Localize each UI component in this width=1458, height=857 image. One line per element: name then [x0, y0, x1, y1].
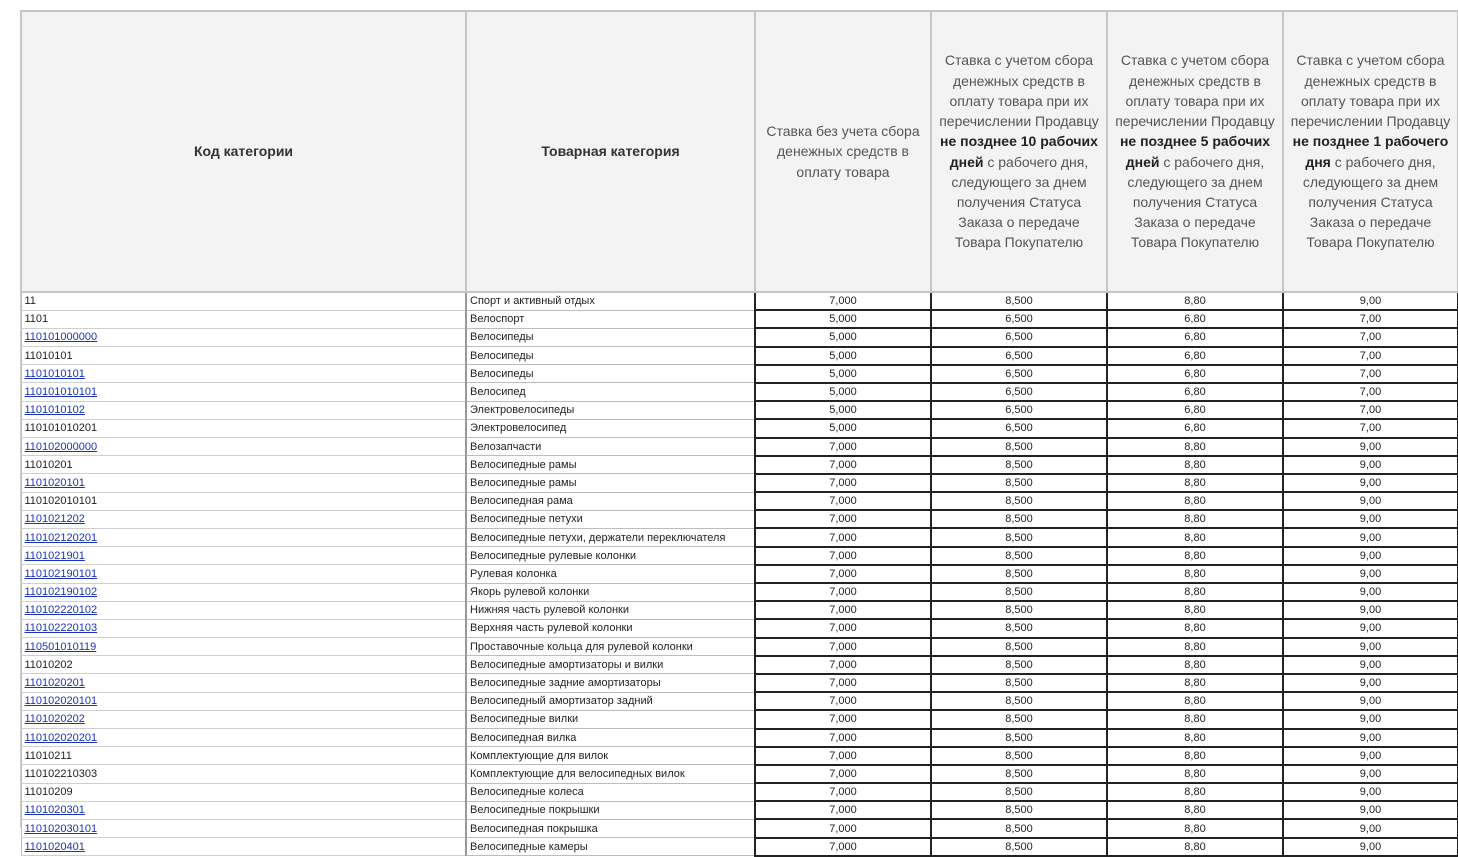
cell-rate-10[interactable]: 8,500: [931, 801, 1107, 819]
cell-rate-10[interactable]: 8,500: [931, 565, 1107, 583]
cell-code[interactable]: [21, 401, 466, 419]
table-row: [21, 492, 1458, 510]
cell-rate-10[interactable]: 8,500: [931, 710, 1107, 728]
table-row: [21, 328, 1458, 346]
cell-rate-base[interactable]: 7,000: [755, 656, 931, 674]
cell-rate-5[interactable]: 8,80: [1107, 638, 1283, 656]
cell-category[interactable]: Велосипедные рамы: [466, 456, 755, 474]
cell-rate-base[interactable]: 7,000: [755, 783, 931, 801]
cell-rate-10[interactable]: 8,500: [931, 292, 1107, 310]
cell-rate-1[interactable]: 9,00: [1283, 583, 1458, 601]
cell-rate-5[interactable]: 6,80: [1107, 328, 1283, 346]
cell-category[interactable]: Велосипедные петухи: [466, 510, 755, 528]
cell-category[interactable]: Верхняя часть рулевой колонки: [466, 619, 755, 637]
cell-rate-10[interactable]: 6,500: [931, 365, 1107, 383]
cell-rate-1[interactable]: 7,00: [1283, 383, 1458, 401]
cell-rate-10[interactable]: 8,500: [931, 819, 1107, 837]
category-code-link[interactable]: 1101020301: [24, 804, 85, 817]
cell-rate-1[interactable]: 9,00: [1283, 765, 1458, 783]
cell-rate-1[interactable]: 9,00: [1283, 710, 1458, 728]
table-row: [21, 601, 1458, 619]
cell-rate-1[interactable]: 7,00: [1283, 365, 1458, 383]
cell-rate-base[interactable]: 5,000: [755, 419, 931, 437]
table-row: [21, 565, 1458, 583]
table-row: [21, 765, 1458, 783]
header-rate-5-pre: Ставка с учетом сбора денежных средств в оплату товара при их перечислении Продавцу: [1115, 52, 1275, 130]
cell-code[interactable]: [21, 583, 466, 601]
cell-rate-1[interactable]: 9,00: [1283, 601, 1458, 619]
cell-code[interactable]: [21, 365, 466, 383]
cell-code[interactable]: [21, 819, 466, 837]
cell-rate-base[interactable]: 5,000: [755, 347, 931, 365]
cell-rate-10[interactable]: 8,500: [931, 765, 1107, 783]
cell-rate-5[interactable]: 8,80: [1107, 765, 1283, 783]
cell-rate-base[interactable]: 7,000: [755, 801, 931, 819]
cell-category[interactable]: Велосипедная вилка: [466, 729, 755, 747]
cell-rate-10[interactable]: 6,500: [931, 401, 1107, 419]
table-row: [21, 474, 1458, 492]
cell-rate-10[interactable]: 8,500: [931, 510, 1107, 528]
cell-category[interactable]: Велосипедные рулевые колонки: [466, 547, 755, 565]
cell-rate-base[interactable]: 7,000: [755, 710, 931, 728]
cell-rate-1[interactable]: 7,00: [1283, 401, 1458, 419]
cell-rate-base[interactable]: 7,000: [755, 510, 931, 528]
commission-table: [20, 10, 1458, 857]
cell-rate-10[interactable]: 8,500: [931, 601, 1107, 619]
table-row: [21, 292, 1458, 310]
cell-rate-10[interactable]: 8,500: [931, 547, 1107, 565]
table-row: [21, 619, 1458, 637]
category-code-link[interactable]: 1101020201: [24, 677, 85, 690]
cell-category[interactable]: Спорт и активный отдых: [466, 292, 755, 310]
cell-code[interactable]: 110102010101: [21, 492, 466, 510]
cell-rate-5[interactable]: 8,80: [1107, 729, 1283, 747]
category-code-link[interactable]: 1101010102: [24, 404, 85, 417]
cell-rate-base[interactable]: 7,000: [755, 819, 931, 837]
cell-rate-1[interactable]: 9,00: [1283, 747, 1458, 765]
cell-rate-1[interactable]: 9,00: [1283, 438, 1458, 456]
cell-rate-base[interactable]: 7,000: [755, 438, 931, 456]
cell-rate-1[interactable]: 9,00: [1283, 692, 1458, 710]
table-row: [21, 819, 1458, 837]
cell-rate-10[interactable]: 6,500: [931, 383, 1107, 401]
header-category[interactable]: Товарная категория: [466, 11, 755, 292]
cell-rate-1[interactable]: 9,00: [1283, 838, 1458, 856]
table-row: [21, 401, 1458, 419]
cell-rate-1[interactable]: 9,00: [1283, 674, 1458, 692]
cell-rate-base[interactable]: 5,000: [755, 328, 931, 346]
header-rate-5-days[interactable]: [1107, 11, 1283, 292]
cell-rate-5[interactable]: 6,80: [1107, 347, 1283, 365]
cell-rate-5[interactable]: 8,80: [1107, 710, 1283, 728]
header-rate-10-post: с рабочего дня, следующего за днем получения Статуса Заказа о передаче Товара Покупателю: [951, 153, 1089, 251]
cell-rate-5[interactable]: 8,80: [1107, 601, 1283, 619]
cell-rate-1[interactable]: 9,00: [1283, 819, 1458, 837]
table-row: [21, 692, 1458, 710]
cell-code[interactable]: 1101: [21, 310, 466, 328]
cell-category[interactable]: Велосипеды: [466, 347, 755, 365]
cell-rate-1[interactable]: 7,00: [1283, 419, 1458, 437]
cell-rate-base[interactable]: 5,000: [755, 383, 931, 401]
header-rate-10-days[interactable]: [931, 11, 1107, 292]
category-code-link[interactable]: 110102190101: [24, 567, 98, 580]
cell-code[interactable]: [21, 729, 466, 747]
cell-rate-base[interactable]: 7,000: [755, 528, 931, 546]
cell-category[interactable]: Велосипеды: [466, 365, 755, 383]
table-row: [21, 438, 1458, 456]
table-row: [21, 710, 1458, 728]
header-rate-1-bold: не позднее 1 рабочего дня: [1292, 133, 1449, 170]
table-row: [21, 547, 1458, 565]
cell-rate-5[interactable]: 8,80: [1107, 547, 1283, 565]
cell-rate-5[interactable]: 8,80: [1107, 747, 1283, 765]
cell-rate-1[interactable]: 9,00: [1283, 565, 1458, 583]
cell-rate-10[interactable]: 8,500: [931, 674, 1107, 692]
cell-category[interactable]: Якорь рулевой колонки: [466, 583, 755, 601]
cell-rate-10[interactable]: 8,500: [931, 583, 1107, 601]
cell-rate-base[interactable]: 5,000: [755, 365, 931, 383]
cell-rate-5[interactable]: 8,80: [1107, 492, 1283, 510]
table-row: [21, 583, 1458, 601]
cell-code[interactable]: 11010201: [21, 456, 466, 474]
category-code-link[interactable]: 110101000000: [24, 331, 98, 344]
cell-rate-5[interactable]: 8,80: [1107, 565, 1283, 583]
cell-code[interactable]: [21, 438, 466, 456]
category-code-link[interactable]: 110102220102: [24, 604, 98, 617]
category-code-link[interactable]: 110102000000: [24, 440, 98, 453]
category-code-link[interactable]: 110102020101: [24, 695, 98, 708]
cell-category[interactable]: Велосипедные амортизаторы и вилки: [466, 656, 755, 674]
cell-rate-5[interactable]: 8,80: [1107, 474, 1283, 492]
cell-rate-5[interactable]: 6,80: [1107, 419, 1283, 437]
cell-rate-1[interactable]: 9,00: [1283, 474, 1458, 492]
cell-code[interactable]: [21, 474, 466, 492]
table-row: [21, 347, 1458, 365]
cell-rate-1[interactable]: 9,00: [1283, 292, 1458, 310]
cell-category[interactable]: Велосипедная рама: [466, 492, 755, 510]
cell-category[interactable]: Рулевая колонка: [466, 565, 755, 583]
table-row: [21, 729, 1458, 747]
cell-rate-base[interactable]: 5,000: [755, 310, 931, 328]
cell-code[interactable]: [21, 601, 466, 619]
cell-code[interactable]: [21, 801, 466, 819]
cell-code[interactable]: [21, 328, 466, 346]
cell-rate-5[interactable]: 6,80: [1107, 310, 1283, 328]
cell-rate-10[interactable]: 6,500: [931, 310, 1107, 328]
header-rate-base-text: Ставка без учета сбора денежных средств в оплату товара: [766, 123, 920, 180]
cell-rate-5[interactable]: 8,80: [1107, 456, 1283, 474]
row-header-strip[interactable]: [0, 10, 21, 828]
cell-rate-1[interactable]: 9,00: [1283, 619, 1458, 637]
cell-category[interactable]: Велосипедные покрышки: [466, 801, 755, 819]
cell-rate-base[interactable]: 7,000: [755, 456, 931, 474]
cell-code[interactable]: [21, 638, 466, 656]
header-row: [21, 11, 1458, 292]
cell-rate-10[interactable]: 8,500: [931, 638, 1107, 656]
cell-rate-5[interactable]: 8,80: [1107, 292, 1283, 310]
cell-rate-base[interactable]: 7,000: [755, 838, 931, 856]
cell-category[interactable]: Велосипед: [466, 383, 755, 401]
cell-code[interactable]: 110102210303: [21, 765, 466, 783]
cell-rate-1[interactable]: 7,00: [1283, 347, 1458, 365]
cell-rate-1[interactable]: 7,00: [1283, 328, 1458, 346]
cell-rate-1[interactable]: 9,00: [1283, 729, 1458, 747]
header-code[interactable]: Код категории: [21, 11, 466, 292]
cell-code[interactable]: 11010209: [21, 783, 466, 801]
cell-rate-10[interactable]: 8,500: [931, 783, 1107, 801]
cell-rate-1[interactable]: 9,00: [1283, 492, 1458, 510]
table-row: [21, 528, 1458, 546]
cell-category[interactable]: Велосипедные колеса: [466, 783, 755, 801]
table-row: [21, 365, 1458, 383]
cell-rate-1[interactable]: 9,00: [1283, 528, 1458, 546]
table-row: [21, 801, 1458, 819]
cell-rate-base[interactable]: 7,000: [755, 674, 931, 692]
cell-category[interactable]: Велозапчасти: [466, 438, 755, 456]
cell-rate-10[interactable]: 8,500: [931, 474, 1107, 492]
category-code-link[interactable]: 110501010119: [24, 640, 97, 653]
cell-code[interactable]: [21, 565, 466, 583]
cell-rate-1[interactable]: 7,00: [1283, 310, 1458, 328]
cell-rate-base[interactable]: 7,000: [755, 565, 931, 583]
table-row: [21, 510, 1458, 528]
cell-code[interactable]: [21, 383, 466, 401]
cell-rate-10[interactable]: 6,500: [931, 347, 1107, 365]
cell-rate-1[interactable]: 9,00: [1283, 801, 1458, 819]
cell-code[interactable]: 11010211: [21, 747, 466, 765]
table-row: [21, 419, 1458, 437]
cell-rate-5[interactable]: 8,80: [1107, 656, 1283, 674]
cell-category[interactable]: Велосипедная покрышка: [466, 819, 755, 837]
cell-rate-5[interactable]: 6,80: [1107, 383, 1283, 401]
header-rate-5-post: с рабочего дня, следующего за днем получения Статуса Заказа о передаче Товара Покупателю: [1127, 153, 1265, 251]
category-code-link[interactable]: 110102030101: [24, 822, 98, 835]
cell-code[interactable]: 110101010201: [21, 419, 466, 437]
cell-rate-5[interactable]: 8,80: [1107, 438, 1283, 456]
cell-rate-1[interactable]: 9,00: [1283, 656, 1458, 674]
cell-code[interactable]: [21, 528, 466, 546]
cell-code[interactable]: [21, 510, 466, 528]
cell-category[interactable]: Проставочные кольца для рулевой колонки: [466, 638, 755, 656]
table-row: [21, 638, 1458, 656]
category-code-link[interactable]: 110102120201: [24, 531, 98, 544]
cell-category[interactable]: Велоспорт: [466, 310, 755, 328]
cell-rate-base[interactable]: 7,000: [755, 474, 931, 492]
cell-rate-1[interactable]: 9,00: [1283, 547, 1458, 565]
cell-category[interactable]: Велосипедные вилки: [466, 710, 755, 728]
cell-category[interactable]: Комплектующие для вилок: [466, 747, 755, 765]
cell-rate-1[interactable]: 9,00: [1283, 638, 1458, 656]
header-rate-5-bold: не позднее 5 рабочих дней: [1119, 133, 1271, 170]
category-code-link[interactable]: 1101010101: [24, 367, 85, 380]
cell-rate-base[interactable]: 7,000: [755, 292, 931, 310]
cell-code[interactable]: [21, 838, 466, 856]
cell-code[interactable]: 11010202: [21, 656, 466, 674]
table-row: [21, 383, 1458, 401]
cell-code[interactable]: [21, 710, 466, 728]
cell-rate-5[interactable]: 8,80: [1107, 801, 1283, 819]
category-code-link[interactable]: 110102220103: [24, 622, 98, 635]
cell-rate-5[interactable]: 8,80: [1107, 510, 1283, 528]
header-rate-1-post: с рабочего дня, следующего за днем получения Статуса Заказа о передаче Товара Покупателю: [1302, 153, 1439, 251]
cell-rate-10[interactable]: 8,500: [931, 838, 1107, 856]
cell-category[interactable]: Велосипедные петухи, держатели переключателя: [466, 528, 755, 546]
cell-category[interactable]: Велосипедные рамы: [466, 474, 755, 492]
cell-rate-10[interactable]: 8,500: [931, 438, 1107, 456]
cell-rate-base[interactable]: 7,000: [755, 638, 931, 656]
cell-rate-10[interactable]: 8,500: [931, 528, 1107, 546]
cell-rate-base[interactable]: 7,000: [755, 583, 931, 601]
cell-rate-base[interactable]: 7,000: [755, 765, 931, 783]
cell-rate-5[interactable]: 6,80: [1107, 365, 1283, 383]
cell-rate-5[interactable]: 8,80: [1107, 783, 1283, 801]
category-code-link[interactable]: 110102020201: [24, 731, 98, 744]
header-rate-10-bold: не позднее 10 рабочих дней: [940, 133, 1098, 170]
cell-rate-10[interactable]: 8,500: [931, 456, 1107, 474]
cell-category[interactable]: Электровелосипеды: [466, 401, 755, 419]
table-row: [21, 838, 1458, 856]
category-code-link[interactable]: 1101020101: [24, 476, 85, 489]
cell-code[interactable]: 11010101: [21, 347, 466, 365]
table-row: [21, 747, 1458, 765]
table-row: [21, 656, 1458, 674]
cell-rate-10[interactable]: 8,500: [931, 656, 1107, 674]
category-code-link[interactable]: 1101021901: [24, 549, 85, 562]
table-row: [21, 674, 1458, 692]
header-rate-1-pre: Ставка с учетом сбора денежных средств в оплату товара при их перечислении Продавцу: [1290, 52, 1451, 130]
cell-rate-10[interactable]: 6,500: [931, 328, 1107, 346]
spreadsheet: [0, 10, 1458, 853]
cell-rate-base[interactable]: 7,000: [755, 747, 931, 765]
cell-rate-10[interactable]: 6,500: [931, 419, 1107, 437]
category-code-link[interactable]: 1101021202: [24, 513, 85, 526]
category-code-link[interactable]: 110101010101: [24, 386, 98, 399]
cell-category[interactable]: Электровелосипед: [466, 419, 755, 437]
cell-rate-5[interactable]: 8,80: [1107, 583, 1283, 601]
cell-rate-base[interactable]: 7,000: [755, 601, 931, 619]
cell-category[interactable]: Комплектующие для велосипедных вилок: [466, 765, 755, 783]
header-rate-1-day[interactable]: [1283, 11, 1458, 292]
cell-category[interactable]: Велосипедные задние амортизаторы: [466, 674, 755, 692]
category-code-link[interactable]: 1101020401: [24, 840, 85, 853]
cell-rate-10[interactable]: 8,500: [931, 619, 1107, 637]
category-code-link[interactable]: 1101020202: [24, 713, 85, 726]
cell-code[interactable]: [21, 674, 466, 692]
table-row: [21, 783, 1458, 801]
cell-rate-base[interactable]: 7,000: [755, 692, 931, 710]
cell-category[interactable]: Велосипеды: [466, 328, 755, 346]
cell-code[interactable]: [21, 619, 466, 637]
cell-category[interactable]: Нижняя часть рулевой колонки: [466, 601, 755, 619]
table-row: [21, 456, 1458, 474]
cell-code[interactable]: 11: [21, 292, 466, 310]
cell-rate-10[interactable]: 8,500: [931, 729, 1107, 747]
cell-rate-5[interactable]: 8,80: [1107, 619, 1283, 637]
cell-rate-5[interactable]: 6,80: [1107, 401, 1283, 419]
cell-rate-5[interactable]: 8,80: [1107, 819, 1283, 837]
cell-category[interactable]: Велосипедные камеры: [466, 838, 755, 856]
category-code-link[interactable]: 110102190102: [24, 586, 98, 599]
cell-rate-5[interactable]: 8,80: [1107, 528, 1283, 546]
cell-rate-base[interactable]: 5,000: [755, 401, 931, 419]
cell-rate-5[interactable]: 8,80: [1107, 838, 1283, 856]
cell-rate-1[interactable]: 9,00: [1283, 510, 1458, 528]
cell-code[interactable]: [21, 692, 466, 710]
cell-rate-1[interactable]: 9,00: [1283, 783, 1458, 801]
cell-rate-base[interactable]: 7,000: [755, 619, 931, 637]
header-rate-10-pre: Ставка с учетом сбора денежных средств в оплату товара при их перечислении Продавцу: [939, 52, 1099, 130]
cell-rate-10[interactable]: 8,500: [931, 492, 1107, 510]
cell-rate-base[interactable]: 7,000: [755, 729, 931, 747]
cell-rate-1[interactable]: 9,00: [1283, 456, 1458, 474]
cell-rate-5[interactable]: 8,80: [1107, 692, 1283, 710]
header-rate-base[interactable]: [755, 11, 931, 292]
cell-rate-base[interactable]: 7,000: [755, 492, 931, 510]
table-row: [21, 310, 1458, 328]
cell-rate-base[interactable]: 7,000: [755, 547, 931, 565]
cell-rate-5[interactable]: 8,80: [1107, 674, 1283, 692]
cell-rate-10[interactable]: 8,500: [931, 747, 1107, 765]
cell-rate-10[interactable]: 8,500: [931, 692, 1107, 710]
cell-code[interactable]: [21, 547, 466, 565]
cell-category[interactable]: Велосипедный амортизатор задний: [466, 692, 755, 710]
table-body: [21, 292, 1458, 856]
